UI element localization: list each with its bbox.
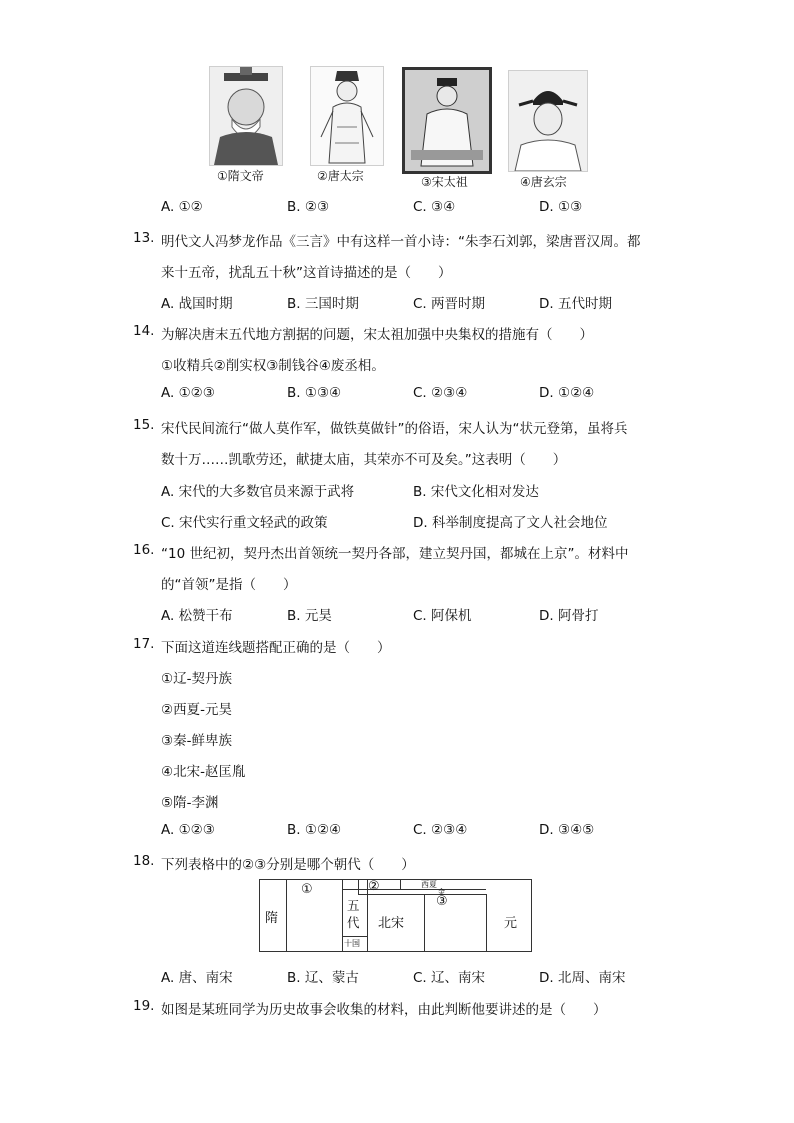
q17-line-4: ③秦-鲜卑族	[161, 733, 232, 749]
q17-option-c[interactable]: C. ②③④	[413, 822, 468, 838]
q18-number: 18.	[133, 853, 155, 869]
cell-yuan: 元	[504, 916, 518, 931]
emperor-portrait-icon	[405, 70, 489, 171]
table-divider	[342, 936, 367, 937]
portrait-tang-xuanzong	[508, 70, 588, 172]
caption-4: ④唐玄宗	[520, 175, 567, 189]
q16-option-b[interactable]: B. 元昊	[287, 608, 332, 624]
caption-2: ②唐太宗	[317, 169, 364, 183]
q13-option-d[interactable]: D. 五代时期	[539, 296, 612, 312]
cell-wudai: 五代	[347, 898, 360, 930]
cell-mark-3: ③	[436, 894, 448, 909]
q17-option-d[interactable]: D. ③④⑤	[539, 822, 595, 838]
q18-option-d[interactable]: D. 北周、南宋	[539, 970, 626, 986]
q15-option-c[interactable]: C. 宋代实行重文轻武的政策	[161, 515, 328, 531]
table-divider	[486, 894, 487, 951]
q14-line-1: 为解决唐末五代地方割据的问题，宋太祖加强中央集权的措施有（ ）	[161, 327, 593, 343]
q16-option-c[interactable]: C. 阿保机	[413, 608, 472, 624]
q13-option-a[interactable]: A. 战国时期	[161, 296, 233, 312]
cell-mark-2: ②	[368, 879, 380, 894]
cell-xixia: 西夏	[421, 880, 437, 889]
cell-jin: 金	[438, 888, 445, 896]
q15-option-d[interactable]: D. 科举制度提高了文人社会地位	[413, 515, 608, 531]
q15-option-b[interactable]: B. 宋代文化相对发达	[413, 484, 539, 500]
q13-line-1: 明代文人冯梦龙作品《三言》中有这样一首小诗：“朱李石刘郭，梁唐晋汉周。都	[161, 234, 641, 250]
portrait-sui-wendi	[209, 66, 283, 166]
portrait-song-taizu	[402, 67, 492, 174]
q17-option-a[interactable]: A. ①②③	[161, 822, 215, 838]
table-divider	[286, 880, 287, 951]
q18-option-a[interactable]: A. 唐、南宋	[161, 970, 233, 986]
table-divider	[358, 894, 486, 895]
q13-option-b[interactable]: B. 三国时期	[287, 296, 359, 312]
q18-option-c[interactable]: C. 辽、南宋	[413, 970, 486, 986]
portrait-tang-taizong	[310, 66, 384, 166]
q16-option-a[interactable]: A. 松赞干布	[161, 608, 233, 624]
q15-line-1: 宋代民间流行“做人莫作军，做铁莫做针”的俗语，宋人认为“状元登第，虽将兵	[161, 421, 628, 437]
emperor-portrait-icon	[311, 67, 383, 165]
table-divider	[424, 894, 425, 951]
q14-option-d[interactable]: D. ①②④	[539, 385, 595, 401]
q19-line-1: 如图是某班同学为历史故事会收集的材料，由此判断他要讲述的是（ ）	[161, 1002, 607, 1018]
cell-beisong: 北宋	[378, 916, 405, 931]
emperor-portrait-icon	[210, 67, 282, 165]
q12-option-c[interactable]: C. ③④	[413, 199, 456, 215]
q14-option-b[interactable]: B. ①③④	[287, 385, 342, 401]
q13-option-c[interactable]: C. 两晋时期	[413, 296, 486, 312]
q15-line-2: 数十万……凯歌劳还，献捷太庙，其荣亦不可及矣。”这表明（ ）	[161, 452, 567, 468]
caption-1: ①隋文帝	[217, 169, 264, 183]
emperor-portrait-icon	[509, 71, 587, 171]
q17-option-b[interactable]: B. ①②④	[287, 822, 342, 838]
q17-line-5: ④北宋-赵匡胤	[161, 764, 246, 780]
q12-option-d[interactable]: D. ①③	[539, 199, 583, 215]
q15-option-a[interactable]: A. 宋代的大多数官员来源于武将	[161, 484, 355, 500]
q17-line-1: 下面这道连线题搭配正确的是（ ）	[161, 640, 391, 656]
q16-line-2: 的“首领”是指（ ）	[161, 577, 297, 593]
dynasty-table	[259, 879, 532, 952]
q16-number: 16.	[133, 542, 155, 558]
cell-sui: 隋	[265, 911, 279, 926]
q13-number: 13.	[133, 230, 155, 246]
caption-3: ③宋太祖	[421, 175, 468, 189]
table-divider	[342, 880, 343, 951]
q17-line-3: ②西夏-元昊	[161, 702, 232, 718]
q19-number: 19.	[133, 998, 155, 1014]
q16-option-d[interactable]: D. 阿骨打	[539, 608, 599, 624]
q13-line-2: 来十五帝，扰乱五十秋”这首诗描述的是（ ）	[161, 265, 452, 281]
q14-number: 14.	[133, 323, 155, 339]
table-divider	[400, 880, 401, 889]
cell-mark-1: ①	[301, 882, 313, 897]
table-divider	[342, 889, 486, 890]
q12-option-b[interactable]: B. ②③	[287, 199, 330, 215]
q15-number: 15.	[133, 417, 155, 433]
q17-number: 17.	[133, 636, 155, 652]
cell-shiguo: 十国	[344, 939, 360, 948]
q14-line-2: ①收精兵②削实权③制钱谷④废丞相。	[161, 358, 385, 374]
q17-line-2: ①辽-契丹族	[161, 671, 232, 687]
table-divider	[358, 880, 359, 894]
q16-line-1: “10 世纪初，契丹杰出首领统一契丹各部，建立契丹国，都城在上京”。材料中	[161, 546, 629, 562]
q18-option-b[interactable]: B. 辽、蒙古	[287, 970, 359, 986]
q12-option-a[interactable]: A. ①②	[161, 199, 203, 215]
q18-line-1: 下列表格中的②③分别是哪个朝代（ ）	[161, 857, 415, 873]
q17-line-6: ⑤隋-李渊	[161, 795, 219, 811]
q14-option-c[interactable]: C. ②③④	[413, 385, 468, 401]
q14-option-a[interactable]: A. ①②③	[161, 385, 215, 401]
